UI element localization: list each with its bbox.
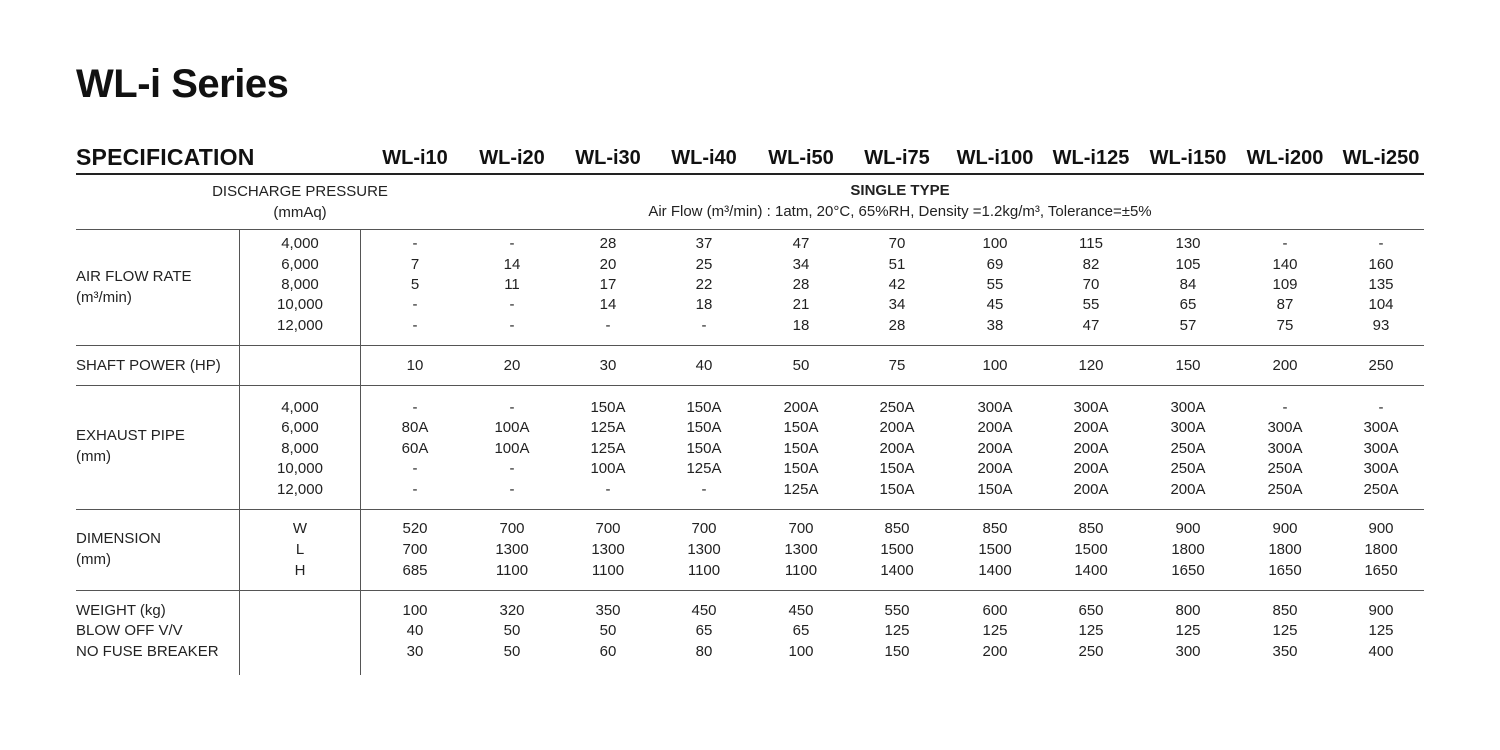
exhaust-pipe-cell: 300A <box>1363 419 1399 436</box>
misc-spec-cell: 550 <box>884 602 910 619</box>
air-flow-cell: 42 <box>888 276 906 293</box>
misc-spec-cell: 320 <box>499 602 525 619</box>
shaft-power-cell: 100 <box>982 357 1008 374</box>
exhaust-pipe-cell: 300A <box>1170 399 1206 416</box>
air-flow-cell: 38 <box>986 317 1004 334</box>
shaft-power-cell: 30 <box>599 357 617 374</box>
section-divider <box>76 509 1424 510</box>
exhaust-pipe-cell: - <box>509 460 515 477</box>
dimension-cell: 1650 <box>1171 562 1205 579</box>
dimension-axis-label: W <box>292 520 308 537</box>
misc-spec-cell: 125 <box>982 622 1008 639</box>
air-flow-cell: - <box>1378 235 1384 252</box>
air-flow-cell: - <box>412 235 418 252</box>
exhaust-pipe-cell: 250A <box>1267 460 1303 477</box>
misc-spec-cell: 50 <box>503 643 521 660</box>
air-flow-rate-unit: (m³/min) <box>76 289 132 306</box>
air-flow-cell: 93 <box>1372 317 1390 334</box>
exhaust-pipe-cell: 200A <box>977 460 1013 477</box>
shaft-power-cell: 40 <box>695 357 713 374</box>
exhaust-pipe-cell: 125A <box>686 460 722 477</box>
misc-spec-cell: 450 <box>788 602 814 619</box>
misc-spec-cell: 900 <box>1368 602 1394 619</box>
dimension-cell: 1400 <box>978 562 1012 579</box>
exhaust-pipe-cell: 150A <box>686 440 722 457</box>
exhaust-pipe-cell: 125A <box>590 440 626 457</box>
exhaust-pipe-cell: 125A <box>783 481 819 498</box>
dimension-cell: 700 <box>788 520 814 537</box>
misc-spec-cell: 450 <box>691 602 717 619</box>
exhaust-pipe-cell: 200A <box>1073 440 1109 457</box>
misc-spec-cell: 125 <box>1272 622 1298 639</box>
misc-spec-cell: 30 <box>406 643 424 660</box>
exhaust-pipe-cell: 300A <box>1363 440 1399 457</box>
pressure-label: 6,000 <box>281 256 319 273</box>
air-flow-cell: 47 <box>1082 317 1100 334</box>
exhaust-pipe-cell: 150A <box>590 399 626 416</box>
single-type-label: SINGLE TYPE <box>850 182 950 199</box>
model-header: WL-i75 <box>864 147 930 169</box>
misc-spec-cell: 350 <box>595 602 621 619</box>
exhaust-pipe-cell: 200A <box>879 440 915 457</box>
misc-spec-cell: 125 <box>1078 622 1104 639</box>
dimension-axis-label: H <box>294 562 306 579</box>
air-flow-cell: 70 <box>888 235 906 252</box>
air-flow-conditions-note: Air Flow (m³/min) : 1atm, 20°C, 65%RH, Density =1.2kg/m³, Tolerance=±5% <box>648 203 1152 220</box>
misc-spec-cell: 50 <box>599 622 617 639</box>
exhaust-pipe-cell: - <box>412 481 418 498</box>
dimension-cell: 1800 <box>1364 541 1398 558</box>
model-header: WL-i20 <box>479 147 545 169</box>
dimension-cell: 1800 <box>1171 541 1205 558</box>
air-flow-cell: - <box>412 296 418 313</box>
dimension-cell: 900 <box>1368 520 1394 537</box>
pressure-label: 6,000 <box>281 419 319 436</box>
air-flow-cell: 104 <box>1368 296 1394 313</box>
misc-spec-cell: 350 <box>1272 643 1298 660</box>
air-flow-cell: 100 <box>982 235 1008 252</box>
air-flow-cell: 75 <box>1276 317 1294 334</box>
air-flow-cell: 140 <box>1272 256 1298 273</box>
dimension-cell: 1800 <box>1268 541 1302 558</box>
air-flow-cell: - <box>1282 235 1288 252</box>
exhaust-pipe-cell: 250A <box>1170 440 1206 457</box>
value-column-divider <box>360 230 361 675</box>
air-flow-cell: 135 <box>1368 276 1394 293</box>
dimension-cell: 700 <box>499 520 525 537</box>
pressure-label: 12,000 <box>277 317 323 334</box>
dimension-cell: 1650 <box>1364 562 1398 579</box>
air-flow-cell: 18 <box>695 296 713 313</box>
exhaust-pipe-cell: 150A <box>686 419 722 436</box>
misc-spec-cell: 80 <box>695 643 713 660</box>
page-title: WL-i Series <box>76 62 289 106</box>
air-flow-cell: 45 <box>986 296 1004 313</box>
dimension-cell: 1650 <box>1268 562 1302 579</box>
exhaust-pipe-cell: 200A <box>1170 481 1206 498</box>
exhaust-pipe-cell: 200A <box>977 440 1013 457</box>
dimension-cell: 1100 <box>784 562 818 579</box>
exhaust-pipe-cell: 250A <box>1170 460 1206 477</box>
section-divider <box>76 590 1424 591</box>
air-flow-cell: - <box>605 317 611 334</box>
misc-spec-cell: 200 <box>982 643 1008 660</box>
header-rule <box>76 173 1424 175</box>
air-flow-cell: 69 <box>986 256 1004 273</box>
air-flow-cell: 14 <box>599 296 617 313</box>
exhaust-pipe-cell: 100A <box>494 440 530 457</box>
exhaust-pipe-cell: 150A <box>879 481 915 498</box>
air-flow-cell: 28 <box>792 276 810 293</box>
air-flow-cell: 5 <box>410 276 420 293</box>
exhaust-pipe-label: EXHAUST PIPE <box>76 427 185 444</box>
misc-spec-cell: 300 <box>1175 643 1201 660</box>
air-flow-cell: 17 <box>599 276 617 293</box>
misc-spec-cell: 65 <box>792 622 810 639</box>
misc-spec-cell: 800 <box>1175 602 1201 619</box>
exhaust-pipe-cell: - <box>412 460 418 477</box>
air-flow-cell: - <box>701 317 707 334</box>
model-header: WL-i100 <box>956 147 1034 169</box>
misc-spec-cell: 600 <box>982 602 1008 619</box>
pressure-label: 8,000 <box>281 276 319 293</box>
weight-label: WEIGHT (kg) <box>76 602 166 619</box>
air-flow-cell: 34 <box>792 256 810 273</box>
air-flow-cell: 115 <box>1079 235 1103 252</box>
exhaust-pipe-cell: - <box>509 399 515 416</box>
misc-spec-cell: 125 <box>1175 622 1201 639</box>
model-header: WL-i150 <box>1149 147 1227 169</box>
air-flow-cell: 14 <box>503 256 521 273</box>
shaft-power-cell: 20 <box>503 357 521 374</box>
dimension-cell: 1300 <box>687 541 721 558</box>
air-flow-cell: - <box>509 235 515 252</box>
shaft-power-cell: 250 <box>1368 357 1394 374</box>
dimension-cell: 1500 <box>1074 541 1108 558</box>
air-flow-cell: 160 <box>1368 256 1394 273</box>
air-flow-cell: 87 <box>1276 296 1294 313</box>
air-flow-cell: 109 <box>1272 276 1298 293</box>
blow-off-valve-label: BLOW OFF V/V <box>76 622 183 639</box>
air-flow-cell: 11 <box>504 276 520 293</box>
dimension-cell: 1100 <box>495 562 529 579</box>
air-flow-cell: 47 <box>792 235 810 252</box>
exhaust-pipe-cell: 125A <box>590 419 626 436</box>
air-flow-rate-label: AIR FLOW RATE <box>76 268 192 285</box>
exhaust-pipe-cell: 250A <box>879 399 915 416</box>
air-flow-cell: 65 <box>1179 296 1197 313</box>
exhaust-pipe-cell: 100A <box>494 419 530 436</box>
misc-spec-cell: 40 <box>406 622 424 639</box>
dimension-cell: 1300 <box>784 541 818 558</box>
shaft-power-cell: 200 <box>1272 357 1298 374</box>
dimension-cell: 520 <box>402 520 428 537</box>
misc-spec-cell: 65 <box>695 622 713 639</box>
exhaust-pipe-cell: 300A <box>1170 419 1206 436</box>
model-header: WL-i125 <box>1052 147 1130 169</box>
dimension-cell: 1300 <box>495 541 529 558</box>
exhaust-pipe-cell: 150A <box>879 460 915 477</box>
exhaust-pipe-cell: 150A <box>977 481 1013 498</box>
exhaust-pipe-cell: 200A <box>1073 460 1109 477</box>
misc-spec-cell: 60 <box>599 643 617 660</box>
exhaust-pipe-cell: 200A <box>879 419 915 436</box>
air-flow-cell: 105 <box>1175 256 1201 273</box>
shaft-power-cell: 50 <box>792 357 810 374</box>
exhaust-pipe-cell: 300A <box>1267 440 1303 457</box>
exhaust-pipe-cell: 200A <box>1073 481 1109 498</box>
dimension-cell: 1400 <box>1074 562 1108 579</box>
dimension-cell: 1500 <box>978 541 1012 558</box>
air-flow-cell: 28 <box>599 235 617 252</box>
exhaust-pipe-cell: 80A <box>401 419 429 436</box>
model-header: WL-i30 <box>575 147 641 169</box>
misc-spec-cell: 150 <box>884 643 910 660</box>
exhaust-pipe-cell: 250A <box>1363 481 1399 498</box>
discharge-pressure-unit: (mmAq) <box>273 204 327 221</box>
dimension-cell: 1100 <box>591 562 625 579</box>
air-flow-cell: 37 <box>695 235 713 252</box>
air-flow-cell: - <box>412 317 418 334</box>
exhaust-pipe-cell: - <box>605 481 611 498</box>
misc-spec-cell: 650 <box>1078 602 1104 619</box>
air-flow-cell: 55 <box>1082 296 1100 313</box>
dimension-cell: 900 <box>1272 520 1298 537</box>
exhaust-pipe-cell: 200A <box>977 419 1013 436</box>
pressure-label: 12,000 <box>277 481 323 498</box>
misc-spec-cell: 100 <box>402 602 428 619</box>
dimension-unit: (mm) <box>76 551 111 568</box>
dimension-cell: 685 <box>402 562 428 579</box>
shaft-power-cell: 10 <box>406 357 424 374</box>
dimension-cell: 700 <box>691 520 717 537</box>
exhaust-pipe-cell: 250A <box>1267 481 1303 498</box>
dimension-cell: 1400 <box>880 562 914 579</box>
dimension-label: DIMENSION <box>76 530 162 547</box>
air-flow-cell: 130 <box>1175 235 1201 252</box>
shaft-power-cell: 120 <box>1078 357 1104 374</box>
pressure-label: 4,000 <box>281 399 319 416</box>
model-header: WL-i250 <box>1342 147 1420 169</box>
dimension-cell: 900 <box>1175 520 1201 537</box>
misc-spec-cell: 125 <box>1368 622 1394 639</box>
exhaust-pipe-cell: 200A <box>783 399 819 416</box>
air-flow-cell: 70 <box>1082 276 1100 293</box>
dimension-cell: 1300 <box>591 541 625 558</box>
air-flow-cell: - <box>509 317 515 334</box>
exhaust-pipe-cell: 100A <box>590 460 626 477</box>
air-flow-cell: 84 <box>1179 276 1197 293</box>
exhaust-pipe-cell: 300A <box>1363 460 1399 477</box>
exhaust-pipe-cell: 60A <box>401 440 429 457</box>
misc-spec-cell: 250 <box>1078 643 1104 660</box>
discharge-pressure-label: DISCHARGE PRESSURE <box>212 183 388 200</box>
air-flow-cell: 28 <box>888 317 906 334</box>
shaft-power-label: SHAFT POWER (HP) <box>76 357 221 374</box>
air-flow-cell: 22 <box>695 276 713 293</box>
model-header: WL-i10 <box>382 147 448 169</box>
dimension-axis-label: L <box>295 541 305 558</box>
air-flow-cell: 51 <box>888 256 906 273</box>
dimension-cell: 1500 <box>880 541 914 558</box>
model-header: WL-i40 <box>671 147 737 169</box>
air-flow-cell: 21 <box>792 296 810 313</box>
exhaust-pipe-cell: 150A <box>686 399 722 416</box>
air-flow-cell: 34 <box>888 296 906 313</box>
dimension-cell: 700 <box>595 520 621 537</box>
specification-heading: SPECIFICATION <box>76 144 255 170</box>
exhaust-pipe-cell: 150A <box>783 419 819 436</box>
air-flow-cell: 20 <box>599 256 617 273</box>
exhaust-pipe-cell: 300A <box>977 399 1013 416</box>
exhaust-pipe-cell: 300A <box>1073 399 1109 416</box>
shaft-power-cell: 75 <box>888 357 906 374</box>
misc-spec-cell: 400 <box>1368 643 1394 660</box>
air-flow-cell: 7 <box>410 256 420 273</box>
exhaust-pipe-cell: - <box>701 481 707 498</box>
section-divider <box>76 229 1424 230</box>
misc-spec-cell: 50 <box>503 622 521 639</box>
exhaust-pipe-cell: 300A <box>1267 419 1303 436</box>
exhaust-pipe-cell: - <box>1378 399 1384 416</box>
air-flow-cell: 55 <box>986 276 1004 293</box>
model-header: WL-i200 <box>1246 147 1324 169</box>
dimension-cell: 850 <box>1078 520 1104 537</box>
misc-spec-cell: 125 <box>884 622 910 639</box>
exhaust-pipe-cell: 150A <box>783 460 819 477</box>
exhaust-pipe-cell: - <box>412 399 418 416</box>
exhaust-pipe-cell: - <box>509 481 515 498</box>
air-flow-cell: 57 <box>1179 317 1197 334</box>
pressure-label: 10,000 <box>277 460 323 477</box>
model-header: WL-i50 <box>768 147 834 169</box>
dimension-cell: 700 <box>402 541 428 558</box>
air-flow-cell: 82 <box>1082 256 1100 273</box>
pressure-label: 8,000 <box>281 440 319 457</box>
misc-spec-cell: 100 <box>788 643 814 660</box>
pressure-label: 10,000 <box>277 296 323 313</box>
exhaust-pipe-unit: (mm) <box>76 448 111 465</box>
no-fuse-breaker-label: NO FUSE BREAKER <box>76 643 219 660</box>
dimension-cell: 850 <box>982 520 1008 537</box>
dimension-cell: 1100 <box>687 562 721 579</box>
air-flow-cell: 18 <box>792 317 810 334</box>
air-flow-cell: - <box>509 296 515 313</box>
exhaust-pipe-cell: - <box>1282 399 1288 416</box>
misc-spec-cell: 850 <box>1272 602 1298 619</box>
dimension-cell: 850 <box>884 520 910 537</box>
exhaust-pipe-cell: 200A <box>1073 419 1109 436</box>
exhaust-pipe-cell: 150A <box>783 440 819 457</box>
pressure-label: 4,000 <box>281 235 319 252</box>
air-flow-cell: 25 <box>695 256 713 273</box>
section-divider <box>76 385 1424 386</box>
section-divider <box>76 345 1424 346</box>
shaft-power-cell: 150 <box>1175 357 1201 374</box>
